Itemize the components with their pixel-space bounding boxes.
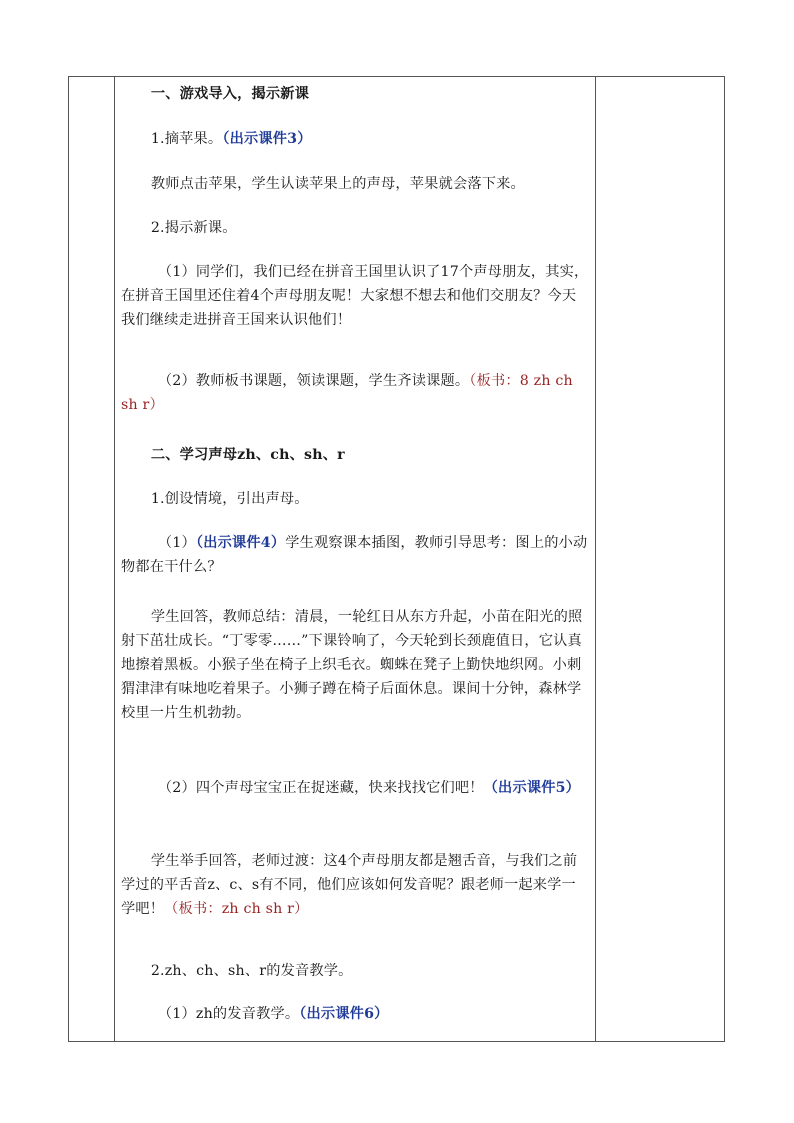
step-text: 学生观察课本插图，教师引导思考：图上的小动物都在干什么？ [121,535,588,575]
paragraph-hide-and-seek [121,776,589,800]
paragraph-retroflex-transition [121,849,589,921]
paragraph-teacher-summary: 学生回答，教师总结：清晨，一轮红日从东方升起，小苗在阳光的照射下茁壮成长。“丁零零……”下课铃响了，今天轮到长颈鹿值日，它认真地擦着黑板。小猴子坐在椅子上织毛衣。蜘蛛在凳子上勤快地织网。小刺猬津津有味地吃着果子。小狮子蹲在椅子后面休息。课间十分钟，森林学校里一片生机勃勃。 [121,609,583,721]
step-number: （1） [157,535,196,551]
lesson-plan-table [68,76,725,1042]
step-pronunciation-teaching: 2.zh、ch、sh、r的发音教学。 [150,963,353,979]
paragraph-apple-activity: 教师点击苹果，学生认读苹果上的声母，苹果就会落下来。 [150,176,525,192]
column-divider-left [114,77,115,1041]
step-pick-apples [121,127,589,151]
paragraph-observe-illustration [121,531,589,579]
paragraph-zh-pronunciation [121,1002,589,1026]
step-text: （2）教师板书课题，领读课题，学生齐读课题。 [157,373,470,389]
column-divider-right [595,77,596,1041]
courseware-ref: （出示课件6） [299,1006,389,1022]
step-text: （2）四个声母宝宝正在捉迷藏，快来找找它们吧！ [157,780,484,796]
board-note: （板书：8 zh ch sh r） [121,373,573,413]
step-text: 1.摘苹果。 [150,131,223,147]
courseware-ref: （出示课件4） [195,535,286,551]
step-text: 学生举手回答，老师过渡：这4个声母朋友都是翘舌音，与我们之前学过的平舌音z、c、s有不同，他们应该如何发音呢？跟老师一起来学一学吧！ [121,853,578,917]
paragraph-board-title [121,369,589,417]
section-2-heading: 二、学习声母zh、ch、sh、r [150,447,345,463]
step-create-scene: 1.创设情境，引出声母。 [150,491,309,507]
courseware-ref: （出示课件3） [222,131,312,147]
step-text: （1）zh的发音教学。 [157,1006,300,1022]
courseware-ref: （出示课件5） [483,780,581,796]
paragraph-introduction: （1）同学们，我们已经在拼音王国里认识了17个声母朋友，其实，在拼音王国里还住着4个声母朋友呢！大家想不想去和他们交朋友？今天我们继续走进拼音王国来认识他们！ [121,264,589,328]
board-note: （板书：zh ch sh r） [164,901,309,917]
step-reveal-lesson: 2.揭示新课。 [150,220,237,236]
section-1-heading: 一、游戏导入，揭示新课 [150,86,310,102]
